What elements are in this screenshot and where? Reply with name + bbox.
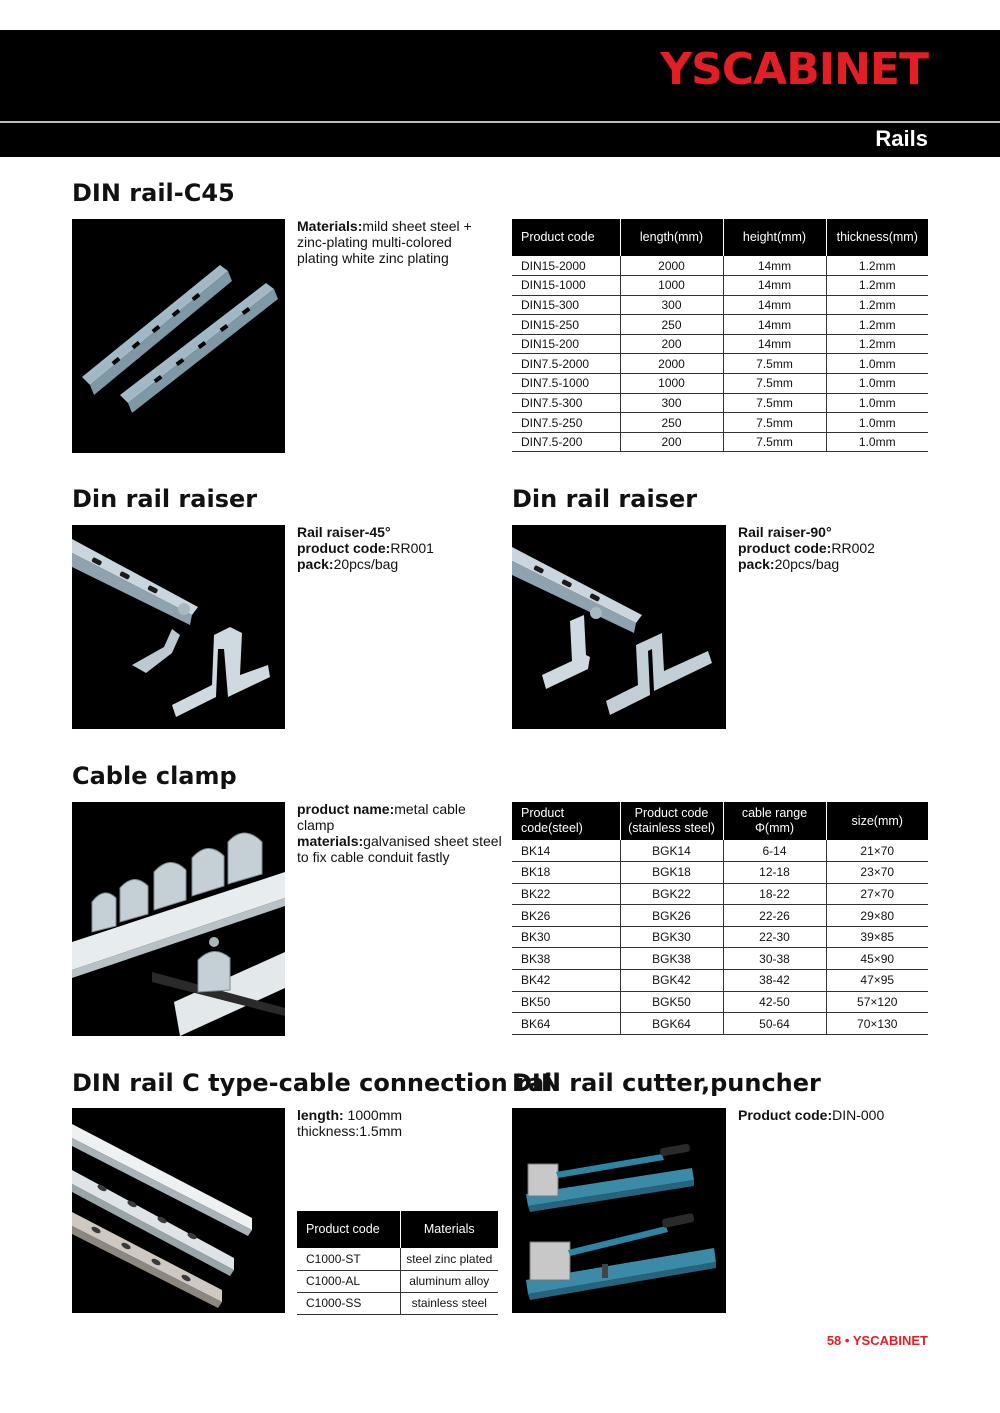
- table-cell: C1000-SS: [297, 1292, 400, 1314]
- table-cell: 14mm: [723, 315, 826, 335]
- table-cell: 50-64: [723, 1013, 826, 1035]
- footer-brand: YSCABINET: [852, 1333, 928, 1348]
- product-code-label: product code:: [738, 540, 832, 556]
- table-cell: BK50: [512, 991, 620, 1013]
- table-cell: 57×120: [826, 991, 928, 1013]
- table-cell: 1.0mm: [826, 374, 928, 394]
- table-cell: 45×90: [826, 948, 928, 970]
- table-row: [297, 1292, 498, 1314]
- raiser-90-photo: [512, 525, 726, 729]
- c-type-rail-table: [297, 1211, 498, 1315]
- table-cell: 7.5mm: [723, 432, 826, 452]
- column-header: Product code: [297, 1211, 400, 1248]
- table-cell: DIN15-300: [512, 295, 620, 315]
- table-cell: 200: [620, 334, 723, 354]
- table-cell: BGK50: [620, 991, 723, 1013]
- table-cell: BGK30: [620, 926, 723, 948]
- brand-logo: YSCABINET: [660, 44, 928, 95]
- cutter-title: DIN rail cutter,puncher: [512, 1069, 821, 1097]
- table-cell: 250: [620, 315, 723, 335]
- table-cell: 300: [620, 393, 723, 413]
- din-rail-c45-photo: [72, 219, 285, 453]
- pack-label: pack:: [297, 556, 334, 572]
- table-cell: 1.2mm: [826, 295, 928, 315]
- table-cell: BGK38: [620, 948, 723, 970]
- table-row: [297, 1248, 498, 1270]
- table-cell: BGK42: [620, 970, 723, 992]
- table-cell: DIN15-250: [512, 315, 620, 335]
- table-cell: 70×130: [826, 1013, 928, 1035]
- table-cell: 38-42: [723, 970, 826, 992]
- table-row: [512, 905, 928, 927]
- c-type-rail-title: DIN rail C type-cable connection rail: [72, 1069, 561, 1097]
- header-divider: [0, 121, 1000, 123]
- table-cell: aluminum alloy: [400, 1270, 498, 1292]
- table-cell: C1000-AL: [297, 1270, 400, 1292]
- table-cell: 7.5mm: [723, 354, 826, 374]
- table-cell: 42-50: [723, 991, 826, 1013]
- raiser-90-info: [738, 524, 938, 572]
- materials-text: mild sheet steel + zinc-plating multi-colored plating white zinc plating: [297, 218, 472, 266]
- column-header: Product code (stainless steel): [620, 802, 723, 840]
- table-row: [512, 334, 928, 354]
- raiser-90-title: Din rail raiser: [512, 485, 698, 513]
- column-header: Product code(steel): [512, 802, 620, 840]
- table-cell: 1.0mm: [826, 354, 928, 374]
- column-header: Materials: [400, 1211, 498, 1248]
- table-cell: DIN15-2000: [512, 256, 620, 276]
- table-row: [512, 256, 928, 276]
- materials-value: galvanised sheet steel: [363, 833, 502, 849]
- table-cell: BK18: [512, 862, 620, 884]
- table-cell: 14mm: [723, 276, 826, 296]
- table-cell: 2000: [620, 256, 723, 276]
- c-type-rail-info: [297, 1107, 497, 1139]
- table-cell: 22-26: [723, 905, 826, 927]
- table-cell: BGK64: [620, 1013, 723, 1035]
- footer-separator: •: [844, 1333, 850, 1348]
- table-cell: 7.5mm: [723, 393, 826, 413]
- table-cell: 7.5mm: [723, 413, 826, 433]
- table-cell: 1.2mm: [826, 276, 928, 296]
- length-value: 1000mm: [347, 1107, 403, 1123]
- table-cell: BK42: [512, 970, 620, 992]
- page-number: 58: [826, 1333, 842, 1348]
- product-code-value: DIN-000: [832, 1107, 885, 1123]
- table-cell: BK26: [512, 905, 620, 927]
- column-header: height(mm): [723, 219, 826, 256]
- pack-value: 20pcs/bag: [774, 556, 840, 572]
- materials-label: materials:: [297, 833, 364, 849]
- table-cell: BGK26: [620, 905, 723, 927]
- raiser-45-name: Rail raiser-45°: [297, 524, 391, 540]
- table-cell: 27×70: [826, 883, 928, 905]
- din-rail-c45-table: [512, 219, 928, 452]
- table-cell: 39×85: [826, 926, 928, 948]
- product-code-label: product code:: [297, 540, 391, 556]
- cable-clamp-table: [512, 802, 928, 1035]
- table-cell: BK14: [512, 840, 620, 862]
- table-row: [512, 926, 928, 948]
- column-header: thickness(mm): [826, 219, 928, 256]
- table-cell: 300: [620, 295, 723, 315]
- table-cell: 1.2mm: [826, 256, 928, 276]
- raiser-45-title: Din rail raiser: [72, 485, 258, 513]
- table-cell: DIN15-200: [512, 334, 620, 354]
- column-header: Product code: [512, 219, 620, 256]
- table-cell: 1.0mm: [826, 432, 928, 452]
- table-cell: 200: [620, 432, 723, 452]
- table-cell: 250: [620, 413, 723, 433]
- table-row: [512, 862, 928, 884]
- thickness-value: thickness:1.5mm: [297, 1123, 403, 1139]
- table-cell: 14mm: [723, 334, 826, 354]
- table-row: [512, 948, 928, 970]
- raiser-45-info: [297, 524, 497, 572]
- section-title: Rails: [875, 126, 928, 151]
- table-row: [512, 393, 928, 413]
- cable-clamp-info: [297, 801, 507, 865]
- table-cell: 22-30: [723, 926, 826, 948]
- raiser-90-name: Rail raiser-90°: [738, 524, 832, 540]
- table-cell: 7.5mm: [723, 374, 826, 394]
- column-header: size(mm): [826, 802, 928, 840]
- table-cell: DIN15-1000: [512, 276, 620, 296]
- table-row: [512, 883, 928, 905]
- product-name-value: metal cable clamp: [297, 801, 466, 833]
- table-row: [512, 354, 928, 374]
- table-cell: BK38: [512, 948, 620, 970]
- c-type-rail-photo: [72, 1108, 285, 1313]
- table-cell: DIN7.5-200: [512, 432, 620, 452]
- page-footer: [827, 1333, 928, 1348]
- pack-label: pack:: [738, 556, 775, 572]
- table-cell: 1000: [620, 374, 723, 394]
- raiser-45-photo: [72, 525, 285, 729]
- table-cell: 18-22: [723, 883, 826, 905]
- table-cell: DIN7.5-2000: [512, 354, 620, 374]
- length-label: length:: [297, 1107, 344, 1123]
- cutter-photo: [512, 1108, 726, 1313]
- table-row: [512, 374, 928, 394]
- product-name-label: product name:: [297, 801, 395, 817]
- table-cell: DIN7.5-1000: [512, 374, 620, 394]
- table-row: [512, 432, 928, 452]
- table-cell: 12-18: [723, 862, 826, 884]
- cutter-info: [738, 1107, 938, 1123]
- table-cell: 2000: [620, 354, 723, 374]
- column-header: length(mm): [620, 219, 723, 256]
- table-cell: 29×80: [826, 905, 928, 927]
- table-cell: BK22: [512, 883, 620, 905]
- product-code-value: RR002: [831, 540, 875, 556]
- table-cell: BGK22: [620, 883, 723, 905]
- table-cell: 14mm: [723, 256, 826, 276]
- table-cell: DIN7.5-300: [512, 393, 620, 413]
- table-row: [512, 315, 928, 335]
- table-row: [512, 1013, 928, 1035]
- table-cell: 47×95: [826, 970, 928, 992]
- table-cell: 6-14: [723, 840, 826, 862]
- din-rail-c45-materials: [297, 218, 487, 266]
- table-cell: C1000-ST: [297, 1248, 400, 1270]
- din-rail-c45-title: DIN rail-C45: [72, 179, 235, 207]
- cable-clamp-title: Cable clamp: [72, 762, 237, 790]
- table-row: [512, 413, 928, 433]
- table-cell: 21×70: [826, 840, 928, 862]
- table-cell: 1.2mm: [826, 334, 928, 354]
- table-cell: 1.0mm: [826, 413, 928, 433]
- pack-value: 20pcs/bag: [333, 556, 399, 572]
- table-row: [512, 970, 928, 992]
- table-cell: 14mm: [723, 295, 826, 315]
- table-cell: BK64: [512, 1013, 620, 1035]
- table-row: [297, 1270, 498, 1292]
- table-row: [512, 840, 928, 862]
- product-code-label: Product code:: [738, 1107, 833, 1123]
- table-cell: DIN7.5-250: [512, 413, 620, 433]
- table-cell: 1.2mm: [826, 315, 928, 335]
- table-cell: BK30: [512, 926, 620, 948]
- table-cell: 30-38: [723, 948, 826, 970]
- table-row: [512, 276, 928, 296]
- table-cell: steel zinc plated: [400, 1248, 498, 1270]
- table-cell: 1000: [620, 276, 723, 296]
- table-cell: BGK14: [620, 840, 723, 862]
- product-code-value: RR001: [390, 540, 434, 556]
- table-cell: stainless steel: [400, 1292, 498, 1314]
- table-cell: 23×70: [826, 862, 928, 884]
- table-cell: BGK18: [620, 862, 723, 884]
- materials-label: Materials:: [297, 218, 363, 234]
- table-row: [512, 991, 928, 1013]
- column-header: cable range Φ(mm): [723, 802, 826, 840]
- cable-clamp-photo: [72, 802, 285, 1036]
- cable-clamp-note: to fix cable conduit fastly: [297, 849, 450, 865]
- table-row: [512, 295, 928, 315]
- table-cell: 1.0mm: [826, 393, 928, 413]
